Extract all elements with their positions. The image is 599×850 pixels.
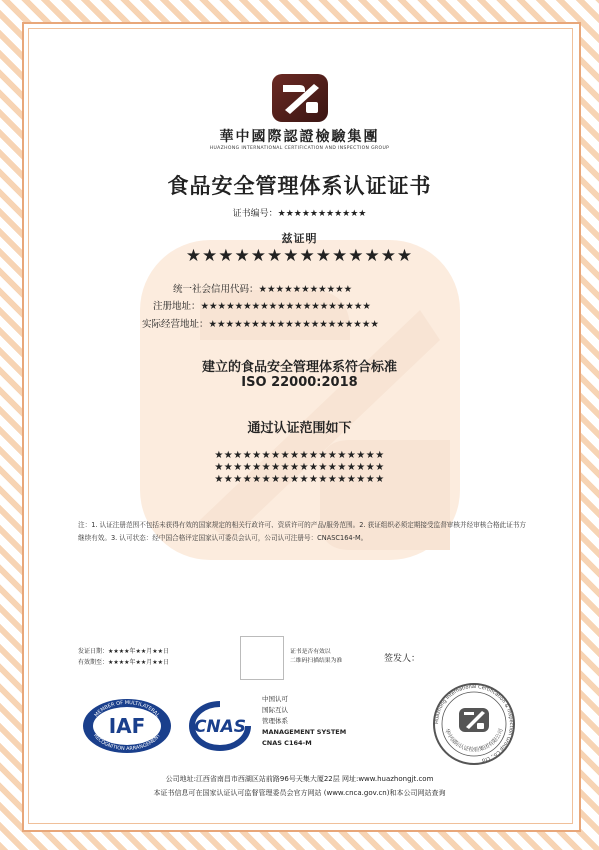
signer-label: 签发人： — [384, 654, 421, 664]
accreditation-line: MANAGEMENT SYSTEM — [262, 728, 347, 736]
scope-line: ★★★★★★★★★★★★★★★★★★ — [214, 474, 385, 485]
standard-statement: 建立的食品安全管理体系符合标准 — [201, 360, 397, 375]
footer — [0, 772, 599, 800]
seal-center-text: 华中国际认证检验集团有限公司 — [443, 728, 505, 754]
company-name: ★★★★★★★★★★★★★★ — [185, 246, 414, 266]
credit-code-label: 统一社会信用代码： — [173, 284, 259, 295]
qr-code-placeholder[interactable] — [240, 636, 284, 680]
qr-instructions-line: 证书是否有效以 — [290, 649, 331, 655]
credit-code-value: ★★★★★★★★★★★ — [258, 284, 353, 295]
accreditation-line: 管理体系 — [262, 717, 288, 725]
org-logo-icon — [272, 74, 328, 122]
certificate-title: 食品安全管理体系认证证书 — [167, 174, 432, 198]
accreditation-line: 国际互认 — [262, 706, 288, 714]
accreditation-line: 中国认可 — [262, 695, 288, 703]
qr-instructions — [290, 648, 342, 666]
certificate-number-value: ★★★★★★★★★★★ — [277, 209, 367, 219]
certificate-number-label: 证书编号： — [232, 209, 278, 219]
op-address-value: ★★★★★★★★★★★★★★★★★★★★ — [208, 319, 379, 330]
issue-date: 发证日期：★★★★年★★月★★日 — [78, 648, 170, 655]
op-address-label: 实际经营地址： — [142, 319, 209, 330]
reg-address-row — [153, 298, 371, 312]
op-address-row — [142, 316, 379, 330]
credit-code-row — [173, 281, 352, 295]
seal-ring-text: Huazhong International Certification & Inspection Group Co., Ltd — [433, 683, 515, 764]
scope-title: 通过认证范围如下 — [247, 421, 352, 436]
cnas-logo — [182, 698, 258, 754]
qr-instructions-line: 二维码扫描结果为准 — [290, 658, 343, 664]
footer-verify: 本证书信息可在国家认证认可监督管理委员会官方网站 (www.cnca.gov.cn)和本公司网站查询 — [153, 789, 446, 797]
scope-line: ★★★★★★★★★★★★★★★★★★ — [214, 450, 385, 461]
company-seal — [432, 682, 516, 766]
reg-address-value: ★★★★★★★★★★★★★★★★★★★★ — [200, 301, 371, 312]
expiry-date: 有效期至：★★★★年★★月★★日 — [78, 659, 170, 666]
iaf-logo — [82, 698, 172, 754]
accreditation-text — [262, 694, 346, 749]
certificate-note: 注：1. 认证注册范围不包括未获得有效的国家规定的相关行政许可、资质许可的产品/服务范围。2. 获证组织必须定期接受监督审核并经审核合格此证书方继续有效。3. 认可状态：经中国合格评定国家认可委员会认可，公司认可注册号：CNASC164-M。 — [78, 521, 526, 542]
hereby-text: 兹证明 — [281, 232, 318, 245]
cnas-text: CNAS — [193, 717, 247, 737]
standard-code: ISO 22000:2018 — [241, 375, 358, 390]
iaf-bottom-text: RECOGNITION ARRANGEMENT — [92, 732, 162, 753]
org-name-cn: 華中國際認證檢驗集團 — [219, 129, 380, 145]
org-name-en: HUAZHONG INTERNATIONAL CERTIFICATION AND INSPECTION GROUP — [209, 146, 390, 151]
scope-line: ★★★★★★★★★★★★★★★★★★ — [214, 462, 385, 473]
accreditation-line: CNAS C164-M — [262, 739, 312, 747]
iaf-center-text: IAF — [108, 714, 146, 738]
iaf-top-text: MEMBER OF MULTILATERAL — [93, 699, 161, 719]
certificate-number — [0, 206, 599, 219]
footer-address: 公司地址:江西省南昌市西湖区站前路96号天集大厦22层 网址:www.huazhongjt.com — [165, 775, 434, 783]
reg-address-label: 注册地址： — [153, 301, 201, 312]
